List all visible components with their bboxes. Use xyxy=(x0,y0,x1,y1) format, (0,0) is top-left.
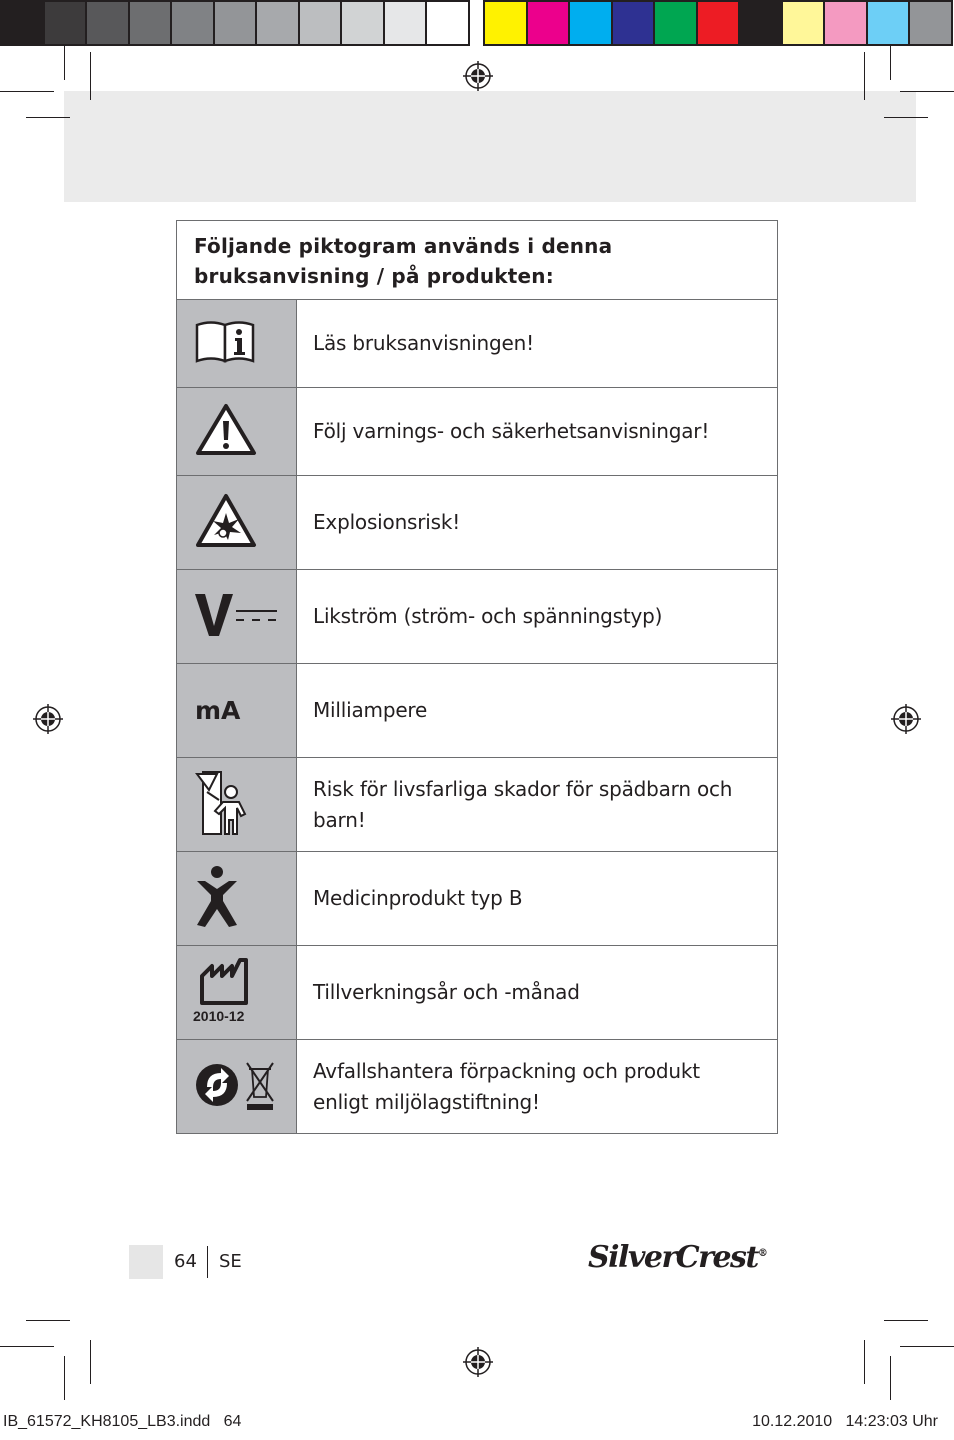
color-swatch xyxy=(0,0,45,46)
icon-cell xyxy=(177,476,297,570)
icon-cell xyxy=(177,570,297,664)
grayscale-bar xyxy=(0,0,470,46)
color-swatch xyxy=(427,0,470,46)
child-hazard-icon xyxy=(195,770,251,836)
language-code: SE xyxy=(219,1251,242,1272)
registered-mark: ® xyxy=(757,1248,767,1259)
crop-mark xyxy=(90,52,91,100)
icon-cell xyxy=(177,1040,297,1134)
icon-cell xyxy=(177,300,297,388)
table-row xyxy=(177,664,778,758)
color-swatch xyxy=(570,0,613,46)
brand-name: SilverCrest xyxy=(588,1240,758,1275)
color-swatch xyxy=(528,0,571,46)
row-text: Risk för livsfarliga skador för spädbarn och barn! xyxy=(297,758,778,852)
brand-logo xyxy=(588,1240,766,1275)
row-text: Tillverkningsår och -månad xyxy=(297,946,778,1040)
direct-current-icon xyxy=(195,592,279,638)
table-row xyxy=(177,852,778,946)
crop-mark xyxy=(864,52,865,100)
recycling-weee-icon xyxy=(195,1059,277,1111)
table-row xyxy=(177,476,778,570)
print-slug-date: 10.12.2010 14:23:03 Uhr xyxy=(752,1413,938,1430)
table-row xyxy=(177,300,778,388)
registration-mark-icon xyxy=(891,704,921,734)
milliampere-icon: mA xyxy=(195,696,241,725)
color-swatch xyxy=(483,0,528,46)
crop-mark xyxy=(26,117,70,118)
registration-mark-icon xyxy=(463,61,493,91)
color-swatch xyxy=(87,0,130,46)
crop-mark xyxy=(890,1356,891,1400)
color-swatch xyxy=(385,0,428,46)
color-swatch xyxy=(825,0,868,46)
icon-cell xyxy=(177,852,297,946)
row-text: Explosionsrisk! xyxy=(297,476,778,570)
registration-mark-icon xyxy=(463,1347,493,1377)
crop-mark xyxy=(0,91,54,92)
icon-cell xyxy=(177,946,297,1040)
type-b-applied-part-icon xyxy=(195,865,239,929)
crop-mark xyxy=(64,46,65,80)
print-slug-file: IB_61572_KH8105_LB3.indd 64 xyxy=(3,1413,242,1430)
divider xyxy=(207,1246,208,1278)
icon-cell xyxy=(177,664,297,758)
color-swatch xyxy=(342,0,385,46)
pictogram-table xyxy=(176,220,778,1134)
manufacture-date-label: 2010-12 xyxy=(193,1007,245,1024)
color-bar xyxy=(483,0,953,46)
color-swatch xyxy=(45,0,88,46)
color-swatch xyxy=(698,0,741,46)
color-swatch xyxy=(613,0,656,46)
crop-mark xyxy=(890,46,891,80)
table-row xyxy=(177,388,778,476)
crop-mark xyxy=(64,1356,65,1400)
row-text: Likström (ström- och spänningstyp) xyxy=(297,570,778,664)
table-row xyxy=(177,758,778,852)
row-text: Medicinprodukt typ B xyxy=(297,852,778,946)
color-swatch xyxy=(783,0,826,46)
color-swatch xyxy=(257,0,300,46)
color-swatch xyxy=(910,0,953,46)
crop-mark xyxy=(900,1346,954,1347)
color-swatch xyxy=(740,0,783,46)
row-text: Avfallshantera förpackning och produkt enligt miljölagstiftning! xyxy=(297,1040,778,1134)
color-swatch xyxy=(868,0,911,46)
manufacture-date-icon xyxy=(199,958,249,1006)
row-text: Läs bruksanvisningen! xyxy=(297,300,778,388)
color-swatch xyxy=(655,0,698,46)
color-swatch xyxy=(172,0,215,46)
color-swatch xyxy=(215,0,258,46)
icon-cell xyxy=(177,758,297,852)
warning-triangle-icon xyxy=(195,403,257,457)
page-tab xyxy=(129,1245,163,1279)
icon-cell xyxy=(177,388,297,476)
crop-mark xyxy=(900,91,954,92)
table-header: Följande piktogram används i denna bruksanvisning / på produkten: xyxy=(177,221,778,300)
crop-mark xyxy=(864,1340,865,1384)
row-text: Följ varnings- och säkerhetsanvisningar! xyxy=(297,388,778,476)
table-row xyxy=(177,946,778,1040)
table-header-row xyxy=(177,221,778,300)
crop-mark xyxy=(884,117,928,118)
header-band xyxy=(64,91,916,202)
row-text: Milliampere xyxy=(297,664,778,758)
crop-mark xyxy=(90,1340,91,1384)
crop-mark xyxy=(884,1320,928,1321)
explosion-icon xyxy=(195,493,257,549)
crop-mark xyxy=(26,1320,70,1321)
color-swatch xyxy=(300,0,343,46)
table-row xyxy=(177,570,778,664)
color-swatch xyxy=(130,0,173,46)
manual-info-icon xyxy=(195,319,257,365)
registration-mark-icon xyxy=(33,704,63,734)
crop-mark xyxy=(0,1346,54,1347)
page-number: 64 xyxy=(174,1251,197,1272)
table-row xyxy=(177,1040,778,1134)
